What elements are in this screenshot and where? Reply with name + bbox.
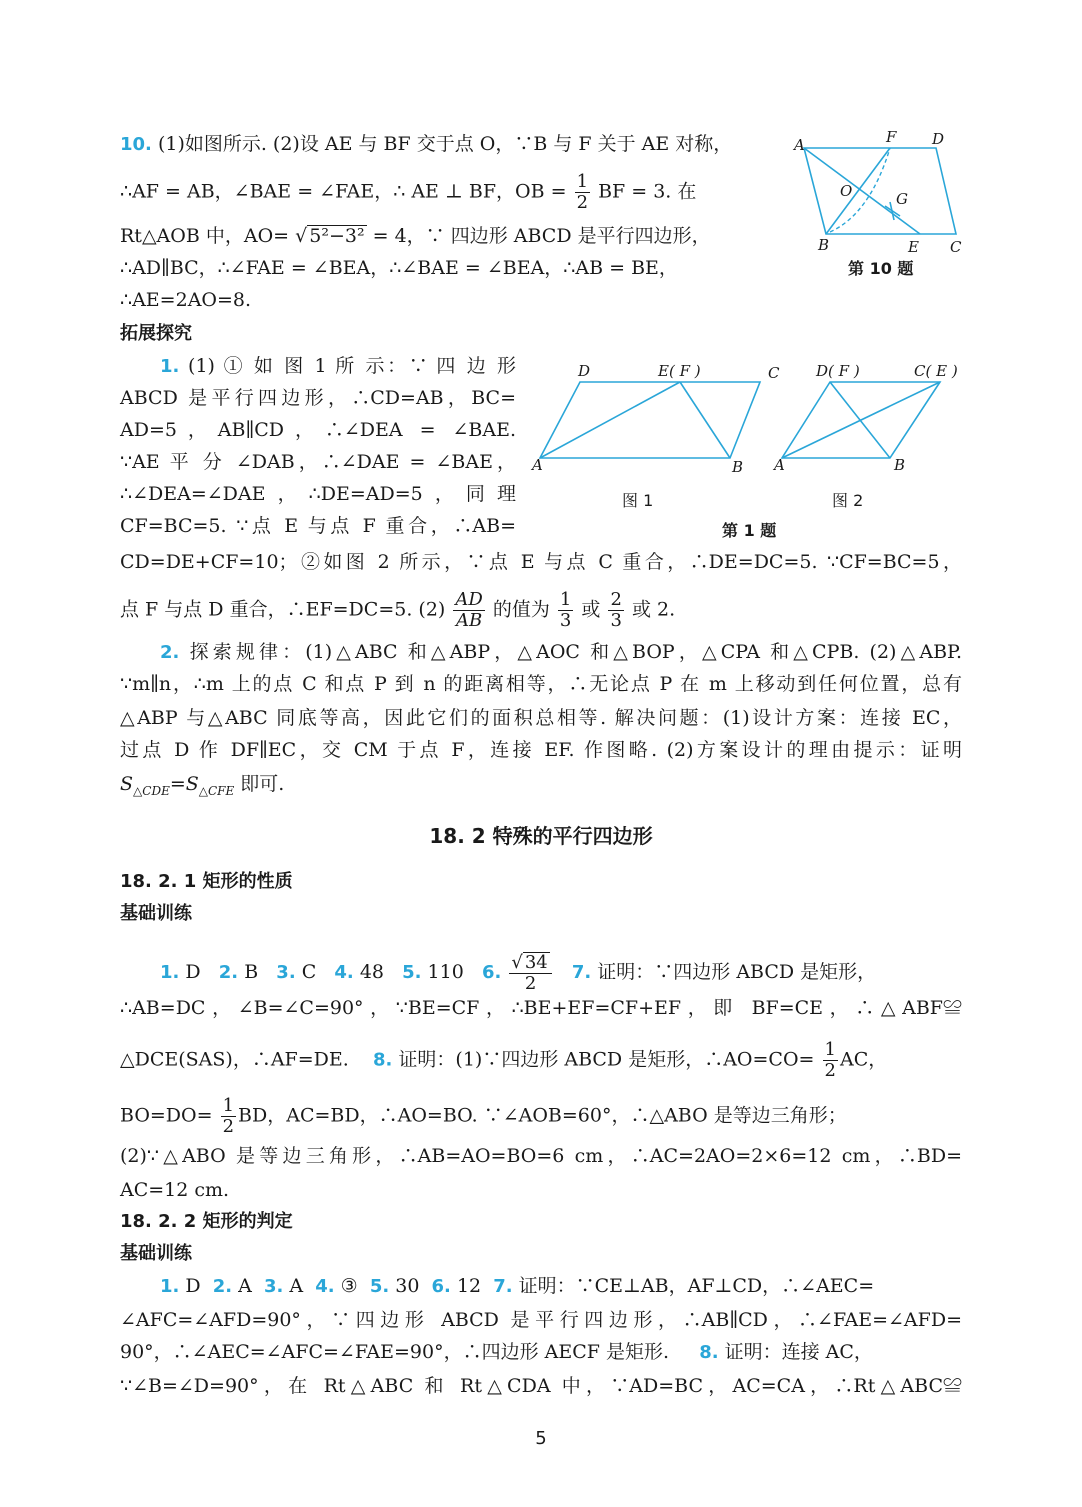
fraction: $\frac{1}{2}$	[222, 1095, 235, 1137]
label-f: F	[886, 128, 897, 146]
label-ef: E( F )	[658, 362, 701, 380]
a2-line-1: 1. D 2. A 3. A 4. ③ 5. 30 6. 12 7. 证明：∵CE⊥AB，AF⊥CD，∴∠AEC=	[160, 1275, 875, 1297]
basic-training-1-title: 基础训练	[120, 903, 192, 924]
a1-line-1: 1. D 2. B 3. C 4. 48 5. 110 6. $\frac{√ 34}{2}$ 7. 证明：∵四边形 ABCD 是矩形，	[160, 952, 877, 994]
diagonal-db	[830, 382, 890, 458]
p1-line-4: ∵AE 平 分 ∠DAB，∴∠DAE = ∠BAE，	[120, 451, 516, 473]
fraction-sqrt34-over-2: $\frac{√ 34}{2}$	[509, 952, 551, 994]
label-o: O	[840, 182, 853, 200]
label-df: D( F )	[816, 362, 860, 380]
label-a: A	[774, 456, 785, 474]
a1-line-6: AC=12 cm.	[120, 1179, 230, 1201]
figure-2-diagram	[770, 360, 970, 480]
figure-10	[790, 124, 980, 254]
label-e: E	[908, 238, 919, 254]
label-ce: C( E )	[914, 362, 958, 380]
label-d: D	[932, 130, 945, 148]
p1-line-7: CD=DE+CF=10；②如图 2 所示，∵点 E 与点 C 重合，∴DE=DC=5. ∵CF=BC=5，	[120, 551, 962, 573]
section-extend-title: 拓展探究	[120, 323, 192, 344]
basic-training-2-title: 基础训练	[120, 1243, 192, 1264]
fraction: $\frac{2}{3}$	[610, 589, 622, 631]
segment-bf	[826, 148, 890, 234]
p10-number: 10.	[120, 134, 152, 155]
fraction: $\frac{1}{3}$	[559, 589, 572, 631]
p1-line-8: 点 F 与点 D 重合，∴EF=DC=5. (2) $\frac{AD}{AB}$ 的值为 $\frac{1}{3}$ 或 $\frac{2}{3}$ 或 2.	[120, 589, 676, 631]
a2-line-4: ∵∠B=∠D=90°，在 Rt△ABC 和 Rt△CDA 中，∵AD=BC，AC=CA，∴Rt△ABC≌	[120, 1375, 962, 1397]
subsection-18-2-1-title: 18. 2. 1 矩形的性质	[120, 871, 293, 892]
p2-line-4: 过点 D 作 DF∥EC，交 CM 于点 F，连接 EF. 作图略. (2)方案设计的理由提示：证明	[120, 739, 962, 761]
fraction: $\frac{AD}{AB}$	[455, 589, 483, 631]
a1-line-5: (2)∵△ABO 是等边三角形，∴AB=AO=BO=6 cm，∴AC=2AO=2×6=12 cm，∴BD=	[120, 1145, 962, 1167]
segment-eb-fig1	[680, 382, 730, 458]
sqrt-symbol: √	[295, 225, 308, 247]
label-c: C	[950, 238, 962, 254]
p10-line-3: Rt△AOB 中，AO= √ 5²−3² = 4，∵ 四边形 ABCD 是平行四边形，	[120, 225, 711, 247]
fraction: $\frac{1}{2}$	[824, 1039, 836, 1081]
p2-number: 2.	[160, 642, 180, 663]
page-number: 5	[535, 1428, 547, 1449]
p2-line-2: ∵m∥n，∴m 上的点 C 和点 P 到 n 的距离相等，∴无论点 P 在 m 上移动到任何位置，总有	[120, 673, 962, 695]
label-d: D	[578, 362, 591, 380]
a2-line-3: 90°，∴∠AEC=∠AFC=∠FAE=90°，∴四边形 AECF 是矩形. 8. 证明：连接 AC，	[120, 1341, 873, 1363]
a1-line-3: △DCE(SAS)，∴AF=DE. 8. 证明：(1)∵四边形 ABCD 是矩形，∴AO=CO= $\frac{1}{2}$ AC，	[120, 1039, 888, 1081]
figure-p1-caption: 第 1 题	[722, 521, 777, 540]
p10-line-5: ∴AE=2AO=8.	[120, 289, 252, 311]
label-b: B	[732, 458, 744, 476]
p2-line-5: $S_{\triangle CDE}=S_{\triangle CFE}$ 即可.	[120, 773, 285, 798]
figure-10-caption: 第 10 题	[848, 259, 914, 278]
p1-line-5: ∴∠DEA=∠DAE，∴DE=AD=5，同理	[120, 483, 516, 505]
figure-1-caption: 图 1	[622, 491, 654, 510]
parallelogram-fig1	[540, 382, 760, 458]
p1-line-1: 1. (1) ① 如 图 1 所 示：∵ 四 边 形	[160, 355, 517, 377]
p1-line-2: ABCD 是平行四边形，∴CD=AB，BC=	[120, 387, 516, 409]
fraction: $\frac{1}{2}$	[576, 171, 589, 213]
a1-line-4: BO=DO= $\frac{1}{2}$ BD，AC=BD，∴AO=BO. ∵∠AOB=60°，∴△ABO 是等边三角形；	[120, 1095, 847, 1137]
p10-line-1	[120, 132, 780, 157]
label-c: C	[768, 364, 780, 382]
figure-2-caption: 图 2	[832, 491, 864, 510]
sqrt-radicand: 5²−3²	[309, 225, 365, 247]
p1-line-6: CF=BC=5. ∵点 E 与点 F 重合，∴AB=	[120, 515, 516, 537]
label-b: B	[894, 456, 906, 474]
p2-line-1: 2. 探索规律：(1)△ABC 和△ABP，△AOC 和△BOP，△CPA 和△CPB. (2)△ABP.	[160, 641, 962, 663]
section-18-2-title: 18. 2 特殊的平行四边形	[429, 824, 653, 848]
p1-line-3: AD=5，AB∥CD，∴∠DEA = ∠BAE.	[120, 419, 516, 441]
a2-line-2: ∠AFC=∠AFD=90°，∵四边形 ABCD 是平行四边形，∴AB∥CD，∴∠FAE=∠AFD=	[120, 1309, 962, 1331]
label-g: G	[896, 190, 908, 208]
p1-number: 1.	[160, 356, 180, 377]
subsection-18-2-2-title: 18. 2. 2 矩形的判定	[120, 1211, 293, 1232]
label-b: B	[818, 236, 830, 254]
p10-line-2: ∴AF = AB，∠BAE = ∠FAE，∴ AE ⊥ BF，OB = $\frac{1}{2}$ BF = 3. 在	[120, 171, 697, 213]
p10-text-1: (1)如图所示. (2)设 AE 与 BF 交于点 O，∵B 与 F 关于 AE 对称，	[157, 133, 733, 155]
p10-line-4: ∴AD∥BC，∴∠FAE = ∠BEA，∴∠BAE = ∠BEA，∴AB = BE，	[120, 257, 678, 279]
label-a: A	[794, 136, 805, 154]
figure-1-diagram	[530, 360, 780, 480]
segment-ae-fig1	[540, 382, 680, 458]
label-a: A	[532, 456, 543, 474]
a1-line-2: ∴AB=DC，∠B=∠C=90°，∵BE=CF，∴BE+EF=CF+EF，即 BF=CE，∴△ABF≌	[120, 997, 962, 1019]
p2-line-3: △ABP 与△ABC 同底等高，因此它们的面积总相等. 解决问题：(1)设计方案：连接 EC，	[120, 707, 962, 729]
